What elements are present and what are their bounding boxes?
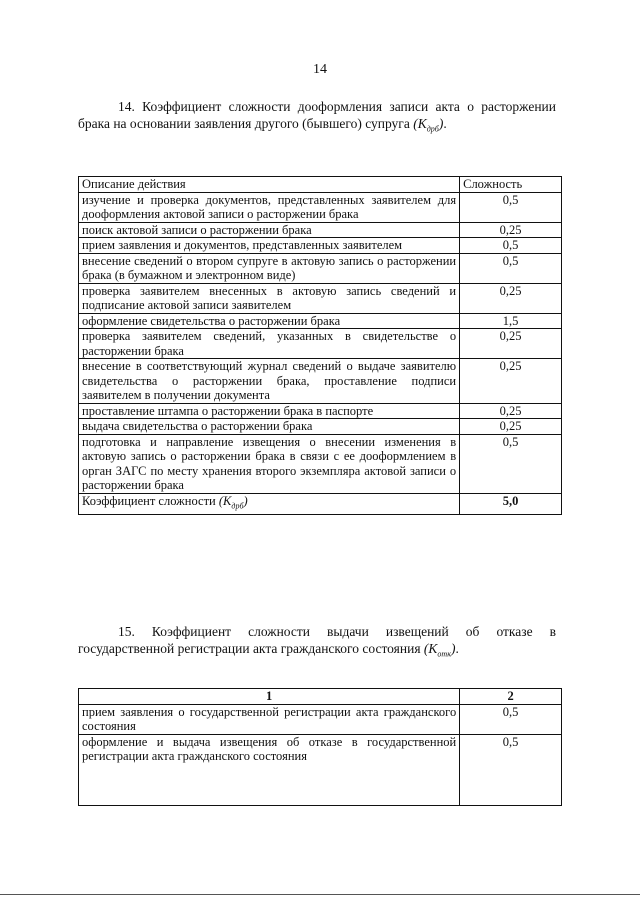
table-row xyxy=(79,313,562,329)
action-description: подготовка и направление извещения о внесении изменения в актовую запись о расторжении брака в связи с ее дооформлением в орган ЗАГС по месту хранения второго экземпляра актовой записи о расторжении брака xyxy=(79,434,460,493)
table-15-body xyxy=(79,704,562,805)
table-row xyxy=(79,403,562,419)
column-header-description: Описание действия xyxy=(79,177,460,193)
total-label: Коэффициент сложности $(K_{дрб})$ xyxy=(79,493,460,514)
action-description: проставление штампа о расторжении брака в паспорте xyxy=(79,403,460,419)
total-value: 5,0 xyxy=(460,493,562,514)
action-description: прием заявления о государственной регистрации акта гражданского состояния xyxy=(79,704,460,734)
complexity-table-14 xyxy=(78,176,562,515)
section-14-coef: $(K_{дрб})$ xyxy=(413,116,444,134)
table-14-body xyxy=(79,192,562,493)
table-row xyxy=(79,192,562,222)
section-15-heading: 15. Коэффициент сложности выдачи извещений об отказе в государственной регистрации акта гражданского состояния $(K_{отк})$. xyxy=(78,624,556,659)
complexity-value: 0,25 xyxy=(460,329,562,359)
page-number: 14 xyxy=(313,62,327,77)
complexity-value: 0,25 xyxy=(460,419,562,435)
table-row xyxy=(79,434,562,493)
section-15-coef: $(K_{отк})$ xyxy=(423,641,456,659)
complexity-value: 0,25 xyxy=(460,283,562,313)
complexity-value: 0,5 xyxy=(460,238,562,254)
total-row xyxy=(79,493,562,514)
complexity-value: 0,5 xyxy=(460,734,562,805)
table-row xyxy=(79,238,562,254)
action-description: поиск актовой записи о расторжении брака xyxy=(79,222,460,238)
complexity-value: 0,5 xyxy=(460,704,562,734)
action-description: проверка заявителем внесенных в актовую запись сведений и подписание актовой записи заявителем xyxy=(79,283,460,313)
section-14-heading-text: 14. Коэффициент сложности дооформления записи акта о расторжении брака на основании заявления другого (бывшего) супруга xyxy=(78,99,556,131)
complexity-value: 0,25 xyxy=(460,359,562,404)
section-15-heading-text: 15. Коэффициент сложности выдачи извещений об отказе в государственной регистрации акта гражданского состояния xyxy=(78,624,556,656)
column-header-1: 1 xyxy=(79,689,460,705)
action-description: внесение в соответствующий журнал сведений о выдаче заявителю свидетельства о расторжении брака, проставление подписи заявителем в получении документа xyxy=(79,359,460,404)
complexity-value: 0,5 xyxy=(460,253,562,283)
section-14-heading: 14. Коэффициент сложности дооформления записи акта о расторжении брака на основании заявления другого (бывшего) супруга $(K_{дрб})$. xyxy=(78,99,556,134)
action-description: проверка заявителем сведений, указанных в свидетельстве о расторжении брака xyxy=(79,329,460,359)
complexity-value: 0,25 xyxy=(460,222,562,238)
action-description: прием заявления и документов, представленных заявителем xyxy=(79,238,460,254)
table-row xyxy=(79,222,562,238)
complexity-value: 0,5 xyxy=(460,192,562,222)
action-description: внесение сведений о втором супруге в актовую запись о расторжении брака (в бумажном и электронном виде) xyxy=(79,253,460,283)
complexity-value: 1,5 xyxy=(460,313,562,329)
table-row xyxy=(79,359,562,404)
action-description: оформление свидетельства о расторжении брака xyxy=(79,313,460,329)
table-row xyxy=(79,704,562,734)
page-bottom-rule xyxy=(0,894,640,895)
column-header-2: 2 xyxy=(460,689,562,705)
complexity-value: 0,25 xyxy=(460,403,562,419)
table-row xyxy=(79,283,562,313)
column-header-complexity: Сложность xyxy=(460,177,562,193)
table-row xyxy=(79,329,562,359)
action-description: оформление и выдача извещения об отказе в государственной регистрации акта гражданского состояния xyxy=(79,734,460,805)
complexity-value: 0,5 xyxy=(460,434,562,493)
complexity-table-15 xyxy=(78,688,562,806)
action-description: изучение и проверка документов, представленных заявителем для дооформления актовой записи о расторжении брака xyxy=(79,192,460,222)
table-row xyxy=(79,253,562,283)
table-row xyxy=(79,419,562,435)
action-description: выдача свидетельства о расторжении брака xyxy=(79,419,460,435)
table-row xyxy=(79,734,562,805)
